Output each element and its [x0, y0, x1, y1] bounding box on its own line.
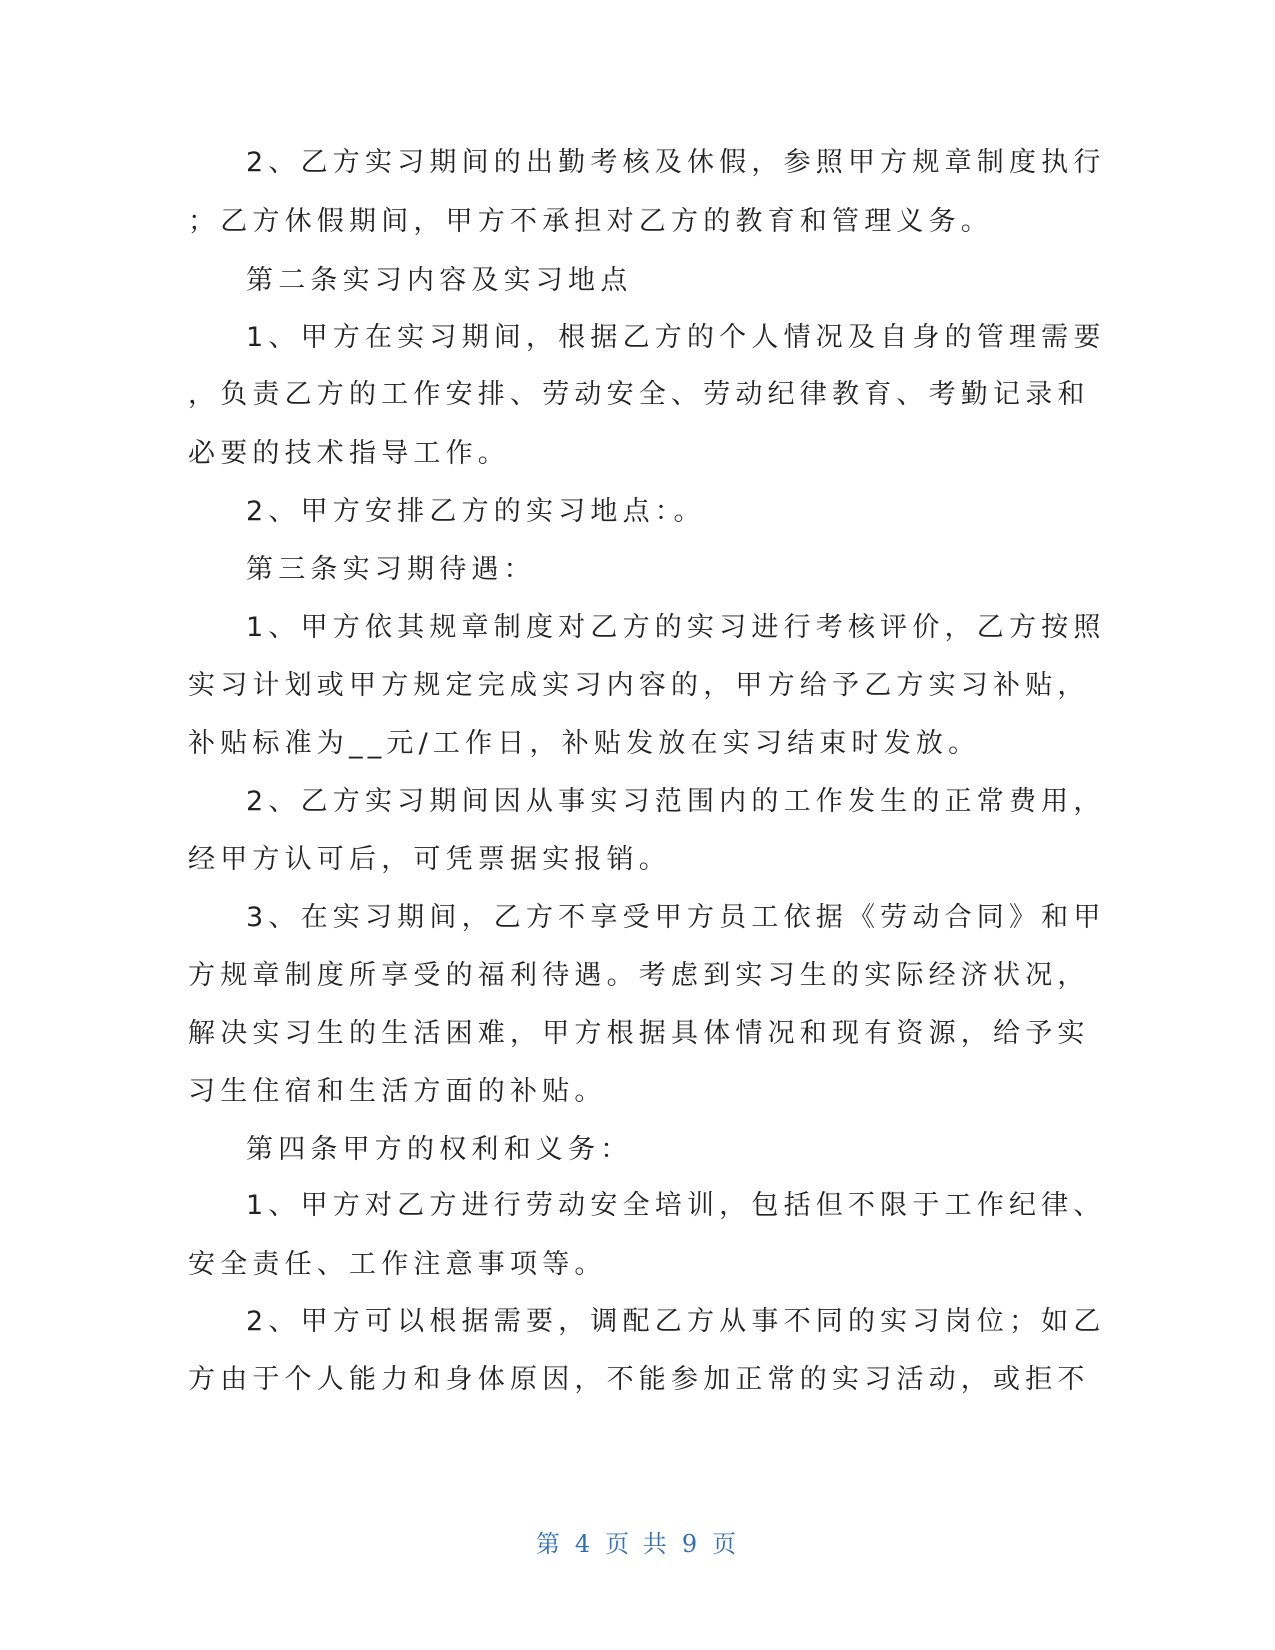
- text-line: ，负责乙方的工作安排、劳动安全、劳动纪律教育、考勤记录和: [188, 379, 1090, 410]
- text-line: 实习计划或甲方规定完成实习内容的，甲方给予乙方实习补贴，: [188, 670, 1090, 701]
- text-line: 方规章制度所享受的福利待遇。考虑到实习生的实际经济状况，: [188, 960, 1090, 991]
- text-line: 3、在实习期间，乙方不享受甲方员工依据《劳动合同》和甲: [246, 902, 1106, 933]
- text-line: 2、乙方实习期间的出勤考核及休假，参照甲方规章制度执行: [246, 147, 1106, 178]
- footer-suffix: 页: [712, 1530, 740, 1558]
- footer-prefix: 第: [535, 1530, 563, 1558]
- text-line: 方由于个人能力和身体原因，不能参加正常的实习活动，或拒不: [188, 1364, 1090, 1395]
- text-line: ；乙方休假期间，甲方不承担对乙方的教育和管理义务。: [188, 206, 993, 237]
- text-line: 2、甲方可以根据需要，调配乙方从事不同的实习岗位；如乙: [246, 1306, 1106, 1337]
- section-heading: 第二条实习内容及实习地点: [246, 265, 633, 296]
- text-line: 2、乙方实习期间因从事实习范围内的工作发生的正常费用，: [246, 786, 1106, 817]
- section-heading: 第四条甲方的权利和义务：: [246, 1134, 633, 1165]
- total-pages-number: 9: [681, 1530, 701, 1558]
- text-line: 必要的技术指导工作。: [188, 438, 510, 469]
- text-line: 经甲方认可后，可凭票据实报销。: [188, 844, 671, 875]
- text-line: 1、甲方在实习期间，根据乙方的个人情况及自身的管理需要: [246, 322, 1106, 353]
- section-heading: 第三条实习期待遇：: [246, 554, 536, 585]
- text-line: 1、甲方依其规章制度对乙方的实习进行考核评价，乙方按照: [246, 612, 1106, 643]
- text-line: 2、甲方安排乙方的实习地点：。: [246, 496, 706, 527]
- footer-middle: 页 共: [605, 1530, 670, 1558]
- text-line: 1、甲方对乙方进行劳动安全培训，包括但不限于工作纪律、: [246, 1190, 1106, 1221]
- page-footer: [0, 1524, 1275, 1559]
- text-line: 补贴标准为__元/工作日，补贴发放在实习结束时发放。: [188, 728, 981, 759]
- text-line: 解决实习生的生活困难，甲方根据具体情况和现有资源，给予实: [188, 1018, 1090, 1049]
- text-line: 安全责任、工作注意事项等。: [188, 1249, 607, 1280]
- text-line: 习生住宿和生活方面的补贴。: [188, 1076, 607, 1107]
- current-page-number: 4: [574, 1530, 594, 1558]
